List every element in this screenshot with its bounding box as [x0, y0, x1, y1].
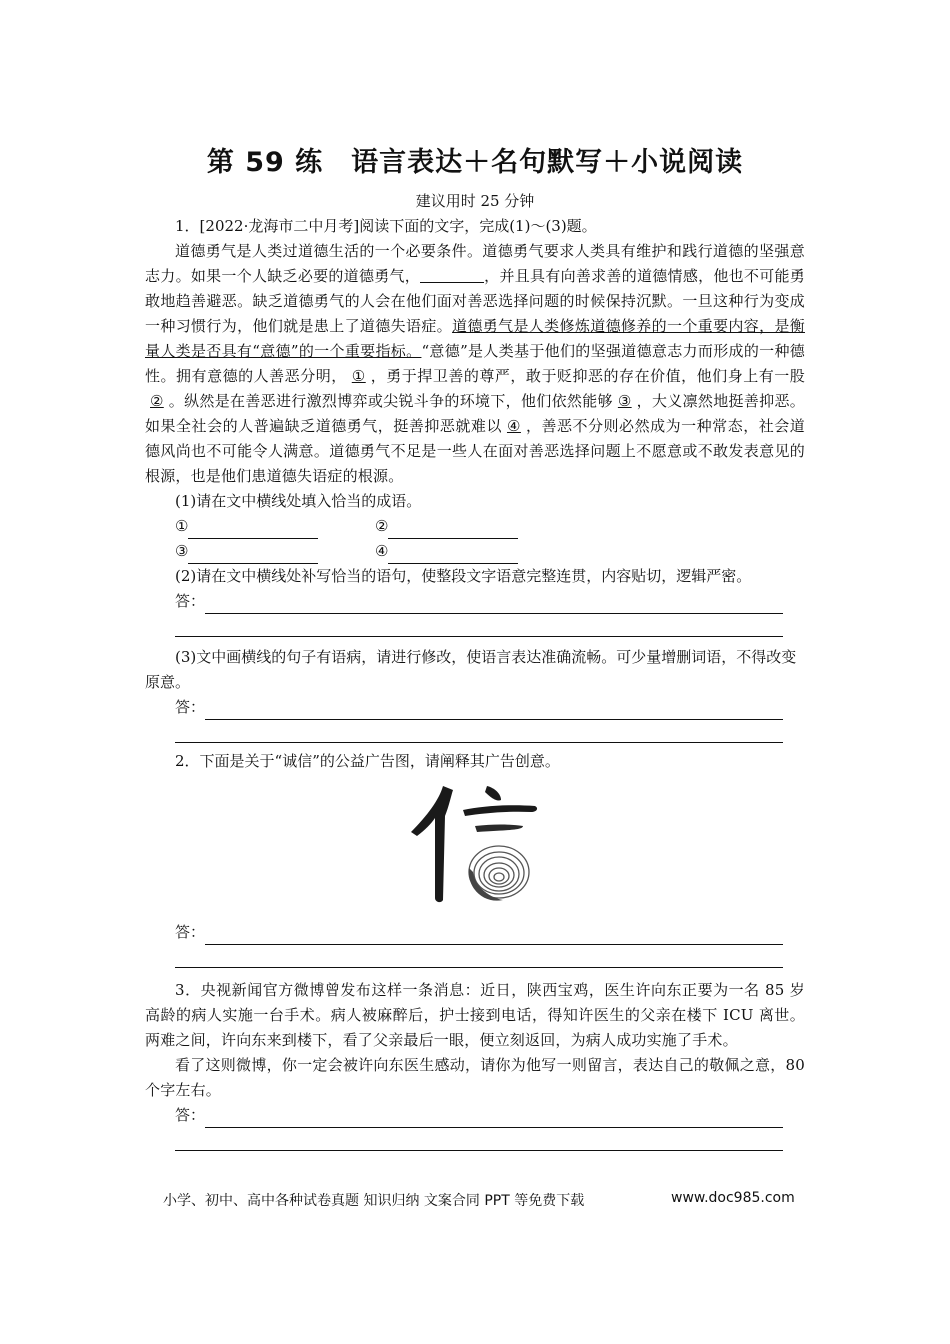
passage-part-f: ，大义凛然地挺善抑恶。如果全社会的人普遍缺乏道德勇气，挺善抑恶就难以 — [145, 392, 805, 435]
answer-line[interactable] — [205, 926, 783, 945]
q1-passage — [145, 239, 805, 489]
fill-row-2 — [145, 539, 805, 564]
answer-row — [145, 1103, 805, 1128]
question-content — [145, 214, 805, 1151]
q1-sub3: (3)文中画横线的句子有语病，请进行修改，使语言表达准确流畅。可少量增删词语，不得改变原意。 — [145, 648, 797, 691]
fill-label-1: ① — [175, 517, 189, 535]
passage-part-c: “意德”是人类基于他们的坚强道德意志力而形成的一种德性。拥有意德的人善恶分明， — [145, 342, 805, 385]
footer-site-link[interactable]: www.doc985.com — [671, 1190, 795, 1206]
fill-line-1[interactable] — [188, 520, 318, 539]
fill-item-1 — [175, 514, 375, 539]
answer-label: 答： — [175, 698, 206, 716]
q3-stem: 3．央视新闻官方微博曾发布这样一条消息：近日，陕西宝鸡，医生许向东正要为一名 85 岁高龄的病人实施一台手术。病人被麻醉后，护士接到电话，得知许医生的父亲在楼下 ICU 离世。两难之间，许向东来到楼下，看了父亲最后一眼，便立刻返回，为病人成功实施了手术。 — [145, 981, 805, 1049]
q2-stem: 2．下面是关于“诚信”的公益广告图，请阐释其广告创意。 — [175, 752, 560, 770]
fill-item-4 — [375, 539, 575, 564]
answer-label: 答： — [175, 1106, 206, 1124]
fill-label-3: ③ — [175, 542, 189, 560]
blank-4[interactable]: ④ — [506, 417, 521, 435]
fill-label-2: ② — [375, 517, 389, 535]
page-title: 第 59 练 语言表达＋名句默写＋小说阅读 — [206, 147, 744, 178]
fill-item-2 — [375, 514, 575, 539]
time-suggestion: 建议用时 25 分钟 — [415, 192, 535, 210]
answer-line-2[interactable] — [175, 945, 783, 968]
passage-part-a: 道德勇气是人类过道德生活的一个必要条件。道德勇气要求人类具有维护和践行道德的坚强意志力。如果一个人缺乏必要的道德勇气， — [145, 242, 805, 285]
answer-line[interactable] — [205, 1109, 783, 1128]
answer-row — [145, 920, 805, 945]
answer-row — [145, 589, 805, 614]
answer-line-2[interactable] — [175, 1128, 783, 1151]
passage-part-d: ，勇于捍卫善的尊严，敢于贬抑恶的存在价值，他们身上有一股 — [370, 367, 805, 385]
fill-row-1 — [145, 514, 805, 539]
answer-row — [145, 695, 805, 720]
answer-label: 答： — [175, 592, 206, 610]
blank-3[interactable]: ③ — [617, 392, 632, 410]
passage-part-e: 。纵然是在善恶进行激烈博弈或尖锐斗争的环境下，他们依然能够 — [168, 392, 613, 410]
q1-stem: 1．[2022·龙海市二中月考]阅读下面的文字，完成(1)～(3)题。 — [175, 217, 597, 235]
underlined-sentence: 道德勇气是人类修炼道德修养的一个重要内容，是衡量人类是否具有“意德”的一个重要指标。 — [145, 317, 805, 360]
fill-item-3 — [175, 539, 375, 564]
q1-sub2: (2)请在文中横线处补写恰当的语句，使整段文字语意完整连贯，内容贴切，逻辑严密。 — [175, 567, 752, 585]
answer-line[interactable] — [205, 595, 783, 614]
answer-line-2[interactable] — [175, 614, 783, 637]
fill-line-4[interactable] — [388, 545, 518, 564]
answer-label: 答： — [175, 923, 206, 941]
passage-part-b: ，并且具有向善求善的道德情感，他也不可能勇敢地趋善避恶。缺乏道德勇气的人会在他们面对善恶选择问题的时候保持沉默。一旦这种行为变成一种习惯行为，他们就是患上了道德失语症。 — [145, 267, 805, 335]
blank-1[interactable]: ① — [351, 367, 366, 385]
fill-line-2[interactable] — [388, 520, 518, 539]
inline-blank[interactable] — [420, 267, 484, 283]
passage-part-g: ，善恶不分则必然成为一种常态，社会道德风尚也不可能令人满意。道德勇气不足是一些人在面对善恶选择问题上不愿意或不敢发表意见的根源，也是他们患道德失语症的根源。 — [145, 417, 805, 485]
answer-line[interactable] — [205, 701, 783, 720]
page-footer — [163, 1190, 803, 1210]
answer-line-2[interactable] — [175, 720, 783, 743]
footer-text: 小学、初中、高中各种试卷真题 知识归纳 文案合同 PPT 等免费下载 — [163, 1193, 585, 1209]
fill-line-3[interactable] — [188, 545, 318, 564]
blank-2[interactable]: ② — [150, 392, 164, 410]
fill-label-4: ④ — [375, 542, 389, 560]
integrity-ad-image — [405, 780, 545, 910]
q1-sub1: (1)请在文中横线处填入恰当的成语。 — [175, 492, 422, 510]
q3-task: 看了这则微博，你一定会被许向东医生感动，请你为他写一则留言，表达自己的敬佩之意，80 个字左右。 — [145, 1056, 805, 1099]
